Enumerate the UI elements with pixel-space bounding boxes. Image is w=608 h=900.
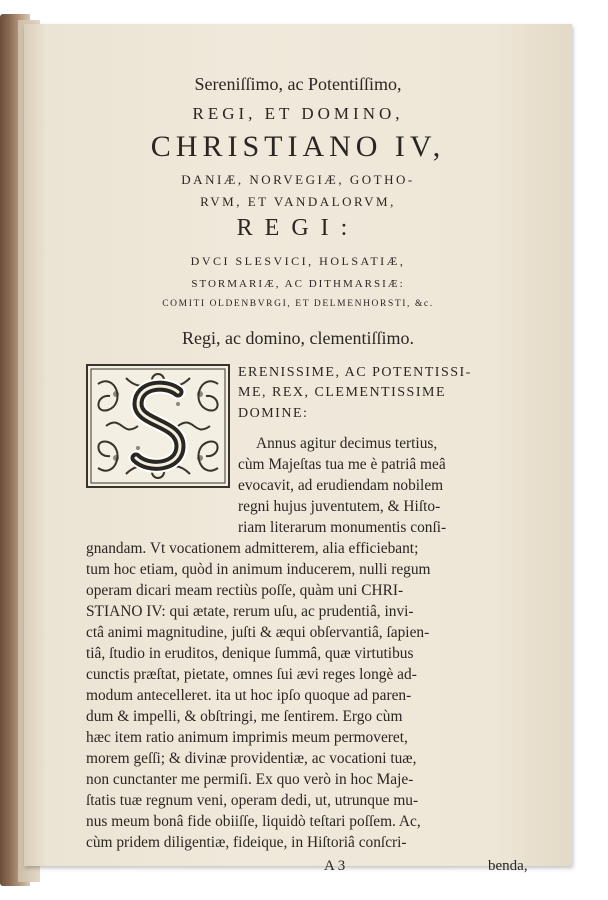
body-line: ſtatis tuæ regnum veni, operam dedi, ut, utrunque mu- <box>86 792 419 809</box>
body-line: regni hujus juventutem, & Hiſto- <box>238 498 441 515</box>
body-line: evocavit, ad erudiendam nobilem <box>238 477 444 494</box>
decorated-initial-icon <box>86 364 230 488</box>
dedication-line-6: REGI: <box>236 215 360 241</box>
body-line: gnandam. Vt vocationem admitterem, alia efficiebant; <box>86 540 419 557</box>
salutation-line-1: ERENISSIME, AC POTENTISSI- <box>238 365 472 380</box>
body-line: hæc item ratio animum imprimis meum permoveret, <box>86 729 408 746</box>
body-line: cùm Majeſtas tua me è patriâ meâ <box>238 456 446 473</box>
body-line: operam dicari meam rectiùs poſſe, quàm uni CHRI- <box>86 582 404 599</box>
dedication-line-5: RVM, ET VANDALORVM, <box>200 194 396 209</box>
body-line: nus meum bonâ fide obiiſſe, liquidò teſtari poſſem. Ac, <box>86 813 421 830</box>
body-line: cunctis præſtat, pietate, omnes ſui ævi reges longè ad- <box>86 666 417 683</box>
body-line: tum hoc etiam, quòd in animum inducerem, nulli regum <box>86 561 431 578</box>
body-line: non cunctanter me permiſi. Ex quo verò in hoc Maje- <box>86 771 414 788</box>
dedication-line-9: COMITI OLDENBVRGI, ET DELMENHORSTI, &c. <box>162 299 434 309</box>
body-line: dum & impelli, & obſtringi, me ſentirem. Ergo cùm <box>86 708 403 725</box>
dedication-line-7: DVCI SLESVICI, HOLSATIÆ, <box>190 254 406 268</box>
book-page <box>24 24 572 866</box>
body-line: Annus agitur decimus tertius, <box>256 435 438 452</box>
dedication-line-4: DANIÆ, NORVEGIÆ, GOTHO- <box>181 172 415 187</box>
dedication-king-name: CHRISTIANO IV, <box>150 130 446 163</box>
signature-mark: A 3 <box>324 858 346 874</box>
dedication-line-10: Regi, ac domino, clementiſſimo. <box>182 328 414 348</box>
dedication-line-1: Sereniſſimo, ac Potentiſſimo, <box>194 74 402 94</box>
body-line: modum antecelleret. ita ut hoc ipſo quoque ad paren- <box>86 687 412 704</box>
salutation-line-2: ME, REX, CLEMENTISSIME <box>238 385 446 400</box>
salutation-line-3: DOMINE: <box>238 406 309 421</box>
body-line: cùm pridem diligentiæ, fideique, in Hiſtoriâ conſcri- <box>86 834 407 851</box>
body-line: morem geſſi; & divinæ providentiæ, ac vocationi tuæ, <box>86 750 417 767</box>
body-line: riam literarum monumentis conſi- <box>238 519 447 536</box>
catchword: benda, <box>488 858 528 874</box>
body-line: ctâ animi magnitudine, juſti & æqui obſervantiâ, ſapien- <box>86 624 430 641</box>
body-line: tiâ, ſtudio in eruditos, denique ſummâ, quæ virtutibus <box>86 645 414 662</box>
dedication-line-8: STORMARIÆ, AC DITHMARSIÆ: <box>191 278 405 290</box>
dedication-line-2: REGI, ET DOMINO, <box>192 104 404 123</box>
body-line: STIANO IV: qui ætate, rerum uſu, ac prudentiâ, invi- <box>86 603 414 620</box>
